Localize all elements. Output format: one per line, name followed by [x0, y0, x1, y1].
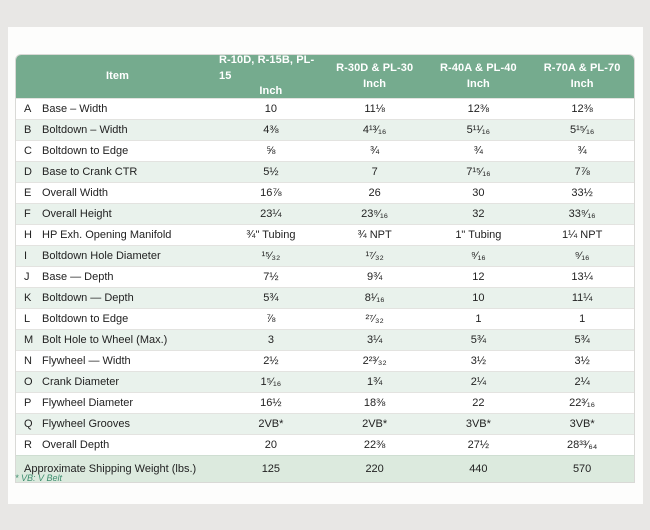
row-letter: C [24, 145, 32, 157]
row-item-name: Overall Depth [42, 439, 110, 451]
column-header-label: R-70A & PL-70 [543, 61, 621, 74]
column-header-label: Item [105, 69, 130, 82]
row-value: 1 [475, 313, 482, 325]
row-value: 7¹⁵⁄₁₆ [466, 166, 491, 178]
row-value: ⅝ [266, 145, 276, 157]
row-value: 22 [472, 397, 485, 409]
row-item-name: Boltdown – Width [42, 124, 128, 136]
row-letter: K [24, 292, 32, 304]
row-item-name: Bolt Hole to Wheel (Max.) [42, 334, 168, 346]
row-item-name: HP Exh. Opening Manifold [42, 229, 172, 241]
column-header-unit: Inch [259, 85, 283, 98]
row-letter: F [24, 208, 31, 220]
column-header-r30d [323, 55, 427, 98]
spec-table [15, 54, 635, 483]
row-value: 27½ [467, 439, 490, 451]
row-value: ¹⁵⁄₃₂ [261, 250, 281, 262]
row-value: 2VB* [362, 418, 388, 430]
row-item-name: Base — Depth [42, 271, 114, 283]
row-value: 26 [368, 187, 381, 199]
row-letter: L [24, 313, 31, 325]
table-row [16, 392, 634, 413]
row-value: 1 [579, 313, 586, 325]
row-value: 1" Tubing [455, 229, 502, 241]
shipping-weight-value: 220 [365, 463, 384, 475]
row-value: 16⅞ [260, 187, 282, 199]
row-item-name: Flywheel Diameter [42, 397, 134, 409]
row-letter: M [24, 334, 34, 346]
row-letter: D [24, 166, 32, 178]
row-value: ⁹⁄₁₆ [574, 250, 590, 262]
column-header-r10d [219, 55, 323, 98]
table-row [16, 308, 634, 329]
table-row [16, 203, 634, 224]
row-item-name: Base to Crank CTR [42, 166, 138, 178]
row-value: 3¼ [366, 334, 383, 346]
row-value: ¾ NPT [357, 229, 392, 241]
row-value: 13¼ [571, 271, 593, 283]
column-header-label: R-30D & PL-30 [336, 61, 414, 74]
row-value: 5¹¹⁄₁₆ [466, 124, 491, 136]
column-header-unit: Inch [570, 77, 594, 90]
content-panel [8, 27, 643, 504]
shipping-weight-label: Approximate Shipping Weight (lbs.) [24, 463, 197, 475]
row-value: 11¼ [571, 292, 593, 304]
column-header-item [16, 55, 219, 98]
row-value: 16½ [260, 397, 282, 409]
row-letter: E [24, 187, 32, 199]
row-value: 2¼ [574, 376, 590, 388]
row-letter: N [24, 355, 32, 367]
row-value: 23¼ [260, 208, 282, 220]
row-value: 22³⁄₁₆ [569, 397, 596, 409]
row-item-name: Crank Diameter [42, 376, 120, 388]
table-row [16, 224, 634, 245]
row-item-name: Flywheel — Width [42, 355, 131, 367]
row-value: 5½ [263, 166, 279, 178]
row-value: 18⅜ [363, 397, 386, 409]
row-value: 5¾ [574, 334, 590, 346]
row-value: 7 [371, 166, 378, 178]
row-value: 30 [472, 187, 485, 199]
shipping-weight-value: 440 [469, 463, 488, 475]
table-row [16, 161, 634, 182]
row-value: 4⅜ [263, 124, 279, 136]
row-value: 11⅛ [364, 103, 385, 115]
table-body [16, 98, 634, 455]
row-value: 1¼ NPT [561, 229, 603, 241]
row-value: 9¾ [366, 271, 383, 283]
row-value: ¾ [577, 145, 587, 157]
row-value: 7⅞ [574, 166, 590, 178]
row-value: 3VB* [465, 418, 491, 430]
shipping-weight-value: 125 [261, 463, 281, 475]
row-value: 3 [267, 334, 274, 346]
table-row [16, 140, 634, 161]
table-row [16, 245, 634, 266]
row-value: 1¾ [366, 376, 383, 388]
row-value: 5¾ [263, 292, 279, 304]
row-letter: B [24, 124, 32, 136]
row-value: 12 [472, 271, 485, 283]
table-row [16, 350, 634, 371]
column-header-r40a [427, 55, 531, 98]
row-value: 7½ [263, 271, 279, 283]
row-value: ¹⁷⁄₃₂ [365, 250, 384, 262]
row-value: 22⅜ [363, 439, 386, 451]
row-value: 5¹⁵⁄₁₆ [569, 124, 595, 136]
row-value: 2¼ [470, 376, 487, 388]
vbelt-footnote: * VB: V Belt [15, 473, 63, 483]
table-row [16, 266, 634, 287]
row-value: ¾ [370, 145, 380, 157]
table-header [16, 55, 634, 98]
row-letter: I [24, 250, 28, 262]
row-item-name: Boltdown to Edge [42, 145, 129, 157]
row-letter: H [24, 229, 32, 241]
row-letter: O [24, 376, 33, 388]
row-value: 4¹³⁄₁₆ [362, 124, 387, 136]
row-value: 3½ [574, 355, 590, 367]
row-letter: A [24, 103, 32, 115]
row-value: 12⅜ [571, 103, 593, 115]
row-item-name: Overall Width [42, 187, 109, 199]
row-value: 33⁹⁄₁₆ [568, 208, 596, 220]
row-value: 2²³⁄₃₂ [362, 355, 387, 367]
row-value: ¾" Tubing [246, 229, 296, 241]
row-item-name: Flywheel Grooves [42, 418, 131, 430]
table-row [16, 119, 634, 140]
column-header-unit: Inch [466, 77, 490, 90]
row-letter: R [24, 439, 32, 451]
table-row [16, 434, 634, 455]
column-header-r70a [530, 55, 634, 98]
row-value: 32 [472, 208, 485, 220]
row-value: 10 [472, 292, 485, 304]
row-value: 33½ [571, 187, 593, 199]
column-header-label: R-10D, R-15B, PL-15 [219, 53, 315, 82]
table-row [16, 329, 634, 350]
row-value: 1⁵⁄₁₆ [260, 376, 282, 388]
row-value: 2VB* [258, 418, 284, 430]
row-value: 20 [264, 439, 277, 451]
row-value: ⁹⁄₁₆ [471, 250, 486, 262]
table-row [16, 287, 634, 308]
row-item-name: Boltdown — Depth [42, 292, 134, 304]
row-item-name: Boltdown Hole Diameter [42, 250, 161, 262]
shipping-weight-value: 570 [572, 463, 592, 475]
row-value: 5¾ [470, 334, 487, 346]
row-value: 2½ [263, 355, 279, 367]
table-row [16, 413, 634, 434]
column-header-label: R-40A & PL-40 [440, 61, 517, 74]
row-value: ¾ [473, 145, 483, 157]
shipping-weight-row [16, 455, 634, 482]
row-value: 23⁹⁄₁₆ [361, 208, 389, 220]
column-header-unit: Inch [363, 77, 387, 90]
table-row [16, 98, 634, 119]
row-value: 3½ [470, 355, 487, 367]
row-value: 8¹⁄₁₆ [364, 292, 385, 304]
row-value: ²⁷⁄₃₂ [365, 313, 384, 325]
row-letter: J [24, 271, 30, 283]
table-row [16, 182, 634, 203]
row-value: 28³³⁄₆₄ [566, 439, 598, 451]
row-item-name: Base – Width [42, 103, 108, 115]
row-value: 12⅜ [467, 103, 490, 115]
row-letter: Q [24, 418, 33, 430]
row-item-name: Overall Height [42, 208, 112, 220]
row-value: 10 [264, 103, 277, 115]
row-item-name: Boltdown to Edge [42, 313, 129, 325]
table-row [16, 371, 634, 392]
row-value: ⅞ [266, 313, 276, 325]
row-value: 3VB* [569, 418, 595, 430]
row-letter: P [24, 397, 32, 409]
